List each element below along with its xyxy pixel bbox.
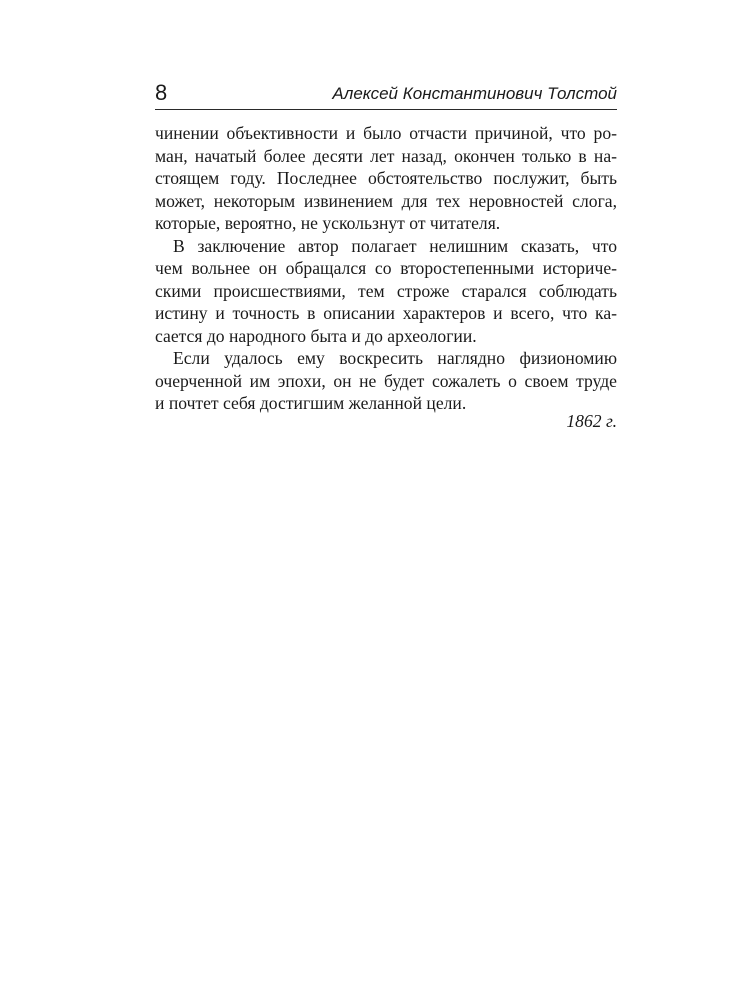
- text-line: которые, вероятно, не ускользнут от читателя.: [155, 213, 501, 233]
- body-text: [155, 122, 617, 415]
- text-line: и почтет себя достигшим желанной цели.: [155, 393, 467, 413]
- header-rule: [155, 109, 617, 110]
- text-line: сается до народного быта и до археологии.: [155, 325, 477, 346]
- text-line: скими происшествиями, тем строже старался соблюдать: [155, 280, 617, 301]
- running-head: Алексей Константинович Толстой: [332, 84, 617, 103]
- paragraph: [155, 235, 617, 348]
- text-line: чем вольнее он обращался со второстепенными историче-: [155, 258, 617, 278]
- text-line: ман, начатый более десяти лет назад, окончен только в на-: [155, 145, 617, 166]
- text-line: истину и точность в описании характеров и всего, что ка-: [155, 303, 617, 323]
- text-line: чинении объективности и было отчасти причиной, что ро-: [155, 123, 617, 143]
- text-line: очерченной им эпохи, он не будет сожалеть о своем труде: [155, 370, 617, 391]
- text-line: стоящем году. Последнее обстоятельство послужит, быть: [155, 168, 617, 188]
- text-line: В заключение автор полагает нелишним сказать, что: [173, 235, 617, 256]
- text-line: Если удалось ему воскресить наглядно физиономию: [173, 348, 617, 368]
- page-number: 8: [155, 80, 168, 105]
- text-line: может, некоторым извинением для тех неровностей слога,: [155, 190, 617, 211]
- paragraph: [155, 347, 617, 415]
- date-signature: 1862 г.: [566, 411, 617, 431]
- paragraph: [155, 122, 617, 235]
